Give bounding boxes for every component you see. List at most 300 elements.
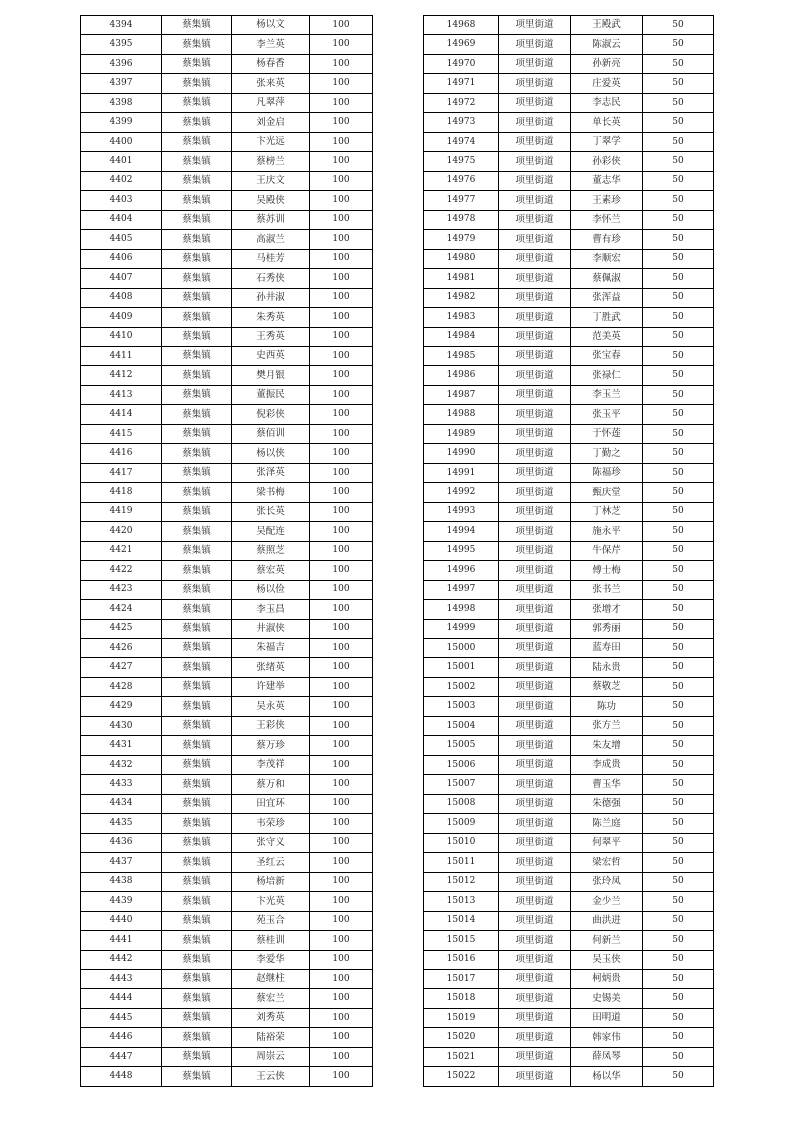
person-name-cell: 李志民: [571, 93, 643, 112]
row-id-cell: 4435: [81, 814, 162, 833]
town-cell: 项里街道: [499, 327, 571, 346]
person-name-cell: 孙彩侠: [571, 152, 643, 171]
town-cell: 蔡集镇: [162, 561, 232, 580]
person-name-cell: 陈淑云: [571, 35, 643, 54]
amount-cell: 100: [310, 385, 373, 404]
row-id-cell: 14970: [424, 54, 499, 73]
row-id-cell: 4432: [81, 755, 162, 774]
amount-cell: 50: [643, 405, 714, 424]
person-name-cell: 张玲凤: [571, 872, 643, 891]
person-name-cell: 史锡美: [571, 989, 643, 1008]
table-row: [81, 833, 373, 852]
table-row: [424, 658, 714, 677]
table-row: [81, 580, 373, 599]
person-name-cell: 圣红云: [232, 853, 310, 872]
table-row: [424, 969, 714, 988]
amount-cell: 50: [643, 755, 714, 774]
table-row: [81, 541, 373, 560]
table-row: [424, 483, 714, 502]
amount-cell: 100: [310, 483, 373, 502]
town-cell: 蔡集镇: [162, 541, 232, 560]
row-id-cell: 14992: [424, 483, 499, 502]
amount-cell: 50: [643, 1008, 714, 1027]
table-row: [81, 132, 373, 151]
town-cell: 项里街道: [499, 35, 571, 54]
town-cell: 蔡集镇: [162, 911, 232, 930]
town-cell: 项里街道: [499, 249, 571, 268]
row-id-cell: 15020: [424, 1028, 499, 1047]
amount-cell: 100: [310, 989, 373, 1008]
person-name-cell: 施永平: [571, 522, 643, 541]
town-cell: 蔡集镇: [162, 853, 232, 872]
town-cell: 项里街道: [499, 969, 571, 988]
row-id-cell: 4434: [81, 794, 162, 813]
table-row: [81, 969, 373, 988]
person-name-cell: 李顺宏: [571, 249, 643, 268]
table-row: [424, 191, 714, 210]
table-row: [81, 327, 373, 346]
town-cell: 项里街道: [499, 385, 571, 404]
town-cell: 项里街道: [499, 522, 571, 541]
table-row: [81, 269, 373, 288]
table-row: [424, 561, 714, 580]
amount-cell: 100: [310, 444, 373, 463]
town-cell: 蔡集镇: [162, 677, 232, 696]
town-cell: 项里街道: [499, 1067, 571, 1086]
table-row: [424, 736, 714, 755]
person-name-cell: 张守义: [232, 833, 310, 852]
person-name-cell: 吴配连: [232, 522, 310, 541]
table-row: [81, 74, 373, 93]
table-row: [81, 249, 373, 268]
person-name-cell: 张方兰: [571, 716, 643, 735]
row-id-cell: 4446: [81, 1028, 162, 1047]
amount-cell: 100: [310, 561, 373, 580]
row-id-cell: 4437: [81, 853, 162, 872]
row-id-cell: 4402: [81, 171, 162, 190]
row-id-cell: 15001: [424, 658, 499, 677]
amount-cell: 100: [310, 1028, 373, 1047]
town-cell: 项里街道: [499, 600, 571, 619]
amount-cell: 100: [310, 541, 373, 560]
amount-cell: 50: [643, 677, 714, 696]
table-row: [81, 113, 373, 132]
amount-cell: 100: [310, 814, 373, 833]
person-name-cell: 马桂芳: [232, 249, 310, 268]
amount-cell: 100: [310, 249, 373, 268]
person-name-cell: 杨以文: [232, 16, 310, 35]
amount-cell: 50: [643, 833, 714, 852]
table-row: [81, 989, 373, 1008]
row-id-cell: 14995: [424, 541, 499, 560]
row-id-cell: 14991: [424, 463, 499, 482]
amount-cell: 50: [643, 600, 714, 619]
row-id-cell: 15015: [424, 931, 499, 950]
town-cell: 蔡集镇: [162, 288, 232, 307]
town-cell: 蔡集镇: [162, 74, 232, 93]
row-id-cell: 4433: [81, 775, 162, 794]
table-row: [81, 444, 373, 463]
town-cell: 项里街道: [499, 736, 571, 755]
amount-cell: 50: [643, 853, 714, 872]
amount-cell: 100: [310, 600, 373, 619]
person-name-cell: 杨以俭: [232, 580, 310, 599]
town-cell: 蔡集镇: [162, 132, 232, 151]
town-cell: 项里街道: [499, 541, 571, 560]
person-name-cell: 石秀侠: [232, 269, 310, 288]
amount-cell: 100: [310, 171, 373, 190]
row-id-cell: 15018: [424, 989, 499, 1008]
person-name-cell: 孙井淑: [232, 288, 310, 307]
town-cell: 项里街道: [499, 716, 571, 735]
row-id-cell: 14981: [424, 269, 499, 288]
person-name-cell: 李玉昌: [232, 600, 310, 619]
amount-cell: 100: [310, 619, 373, 638]
table-row: [81, 892, 373, 911]
table-row: [424, 541, 714, 560]
town-cell: 蔡集镇: [162, 697, 232, 716]
amount-cell: 100: [310, 833, 373, 852]
person-name-cell: 梁宏哲: [571, 853, 643, 872]
town-cell: 项里街道: [499, 814, 571, 833]
amount-cell: 100: [310, 308, 373, 327]
person-name-cell: 张浑益: [571, 288, 643, 307]
amount-cell: 50: [643, 308, 714, 327]
town-cell: 蔡集镇: [162, 230, 232, 249]
town-cell: 项里街道: [499, 113, 571, 132]
town-cell: 项里街道: [499, 308, 571, 327]
table-row: [424, 249, 714, 268]
table-row: [81, 872, 373, 891]
town-cell: 项里街道: [499, 950, 571, 969]
table-row: [81, 561, 373, 580]
table-row: [424, 16, 714, 35]
amount-cell: 50: [643, 93, 714, 112]
person-name-cell: 吴玉侠: [571, 950, 643, 969]
row-id-cell: 14974: [424, 132, 499, 151]
town-cell: 项里街道: [499, 366, 571, 385]
row-id-cell: 4397: [81, 74, 162, 93]
amount-cell: 100: [310, 54, 373, 73]
person-name-cell: 王彩侠: [232, 716, 310, 735]
row-id-cell: 4394: [81, 16, 162, 35]
table-row: [81, 230, 373, 249]
table-row: [424, 1047, 714, 1066]
town-cell: 项里街道: [499, 444, 571, 463]
amount-cell: 100: [310, 911, 373, 930]
row-id-cell: 4403: [81, 191, 162, 210]
row-id-cell: 4396: [81, 54, 162, 73]
table-row: [424, 288, 714, 307]
amount-cell: 50: [643, 230, 714, 249]
amount-cell: 50: [643, 483, 714, 502]
amount-cell: 50: [643, 210, 714, 229]
table-row: [424, 794, 714, 813]
row-id-cell: 4436: [81, 833, 162, 852]
table-row: [81, 697, 373, 716]
table-row: [81, 716, 373, 735]
table-row: [424, 872, 714, 891]
left-roster-table: [80, 15, 373, 1087]
person-name-cell: 张长英: [232, 502, 310, 521]
table-row: [81, 814, 373, 833]
table-row: [424, 93, 714, 112]
person-name-cell: 张增才: [571, 600, 643, 619]
person-name-cell: 傅士梅: [571, 561, 643, 580]
person-name-cell: 薛凤琴: [571, 1047, 643, 1066]
person-name-cell: 李爱华: [232, 950, 310, 969]
amount-cell: 100: [310, 794, 373, 813]
town-cell: 蔡集镇: [162, 872, 232, 891]
table-row: [424, 833, 714, 852]
town-cell: 项里街道: [499, 54, 571, 73]
row-id-cell: 15013: [424, 892, 499, 911]
person-name-cell: 张书兰: [571, 580, 643, 599]
person-name-cell: 孙新亮: [571, 54, 643, 73]
table-row: [81, 1008, 373, 1027]
town-cell: 蔡集镇: [162, 269, 232, 288]
amount-cell: 50: [643, 911, 714, 930]
left-roster-body: [81, 16, 373, 1087]
person-name-cell: 杨春香: [232, 54, 310, 73]
amount-cell: 100: [310, 969, 373, 988]
table-row: [424, 814, 714, 833]
table-row: [424, 210, 714, 229]
town-cell: 项里街道: [499, 502, 571, 521]
row-id-cell: 4410: [81, 327, 162, 346]
person-name-cell: 田明道: [571, 1008, 643, 1027]
table-row: [81, 677, 373, 696]
row-id-cell: 15021: [424, 1047, 499, 1066]
town-cell: 蔡集镇: [162, 171, 232, 190]
row-id-cell: 4444: [81, 989, 162, 1008]
row-id-cell: 15019: [424, 1008, 499, 1027]
person-name-cell: 陆永贵: [571, 658, 643, 677]
table-row: [424, 853, 714, 872]
person-name-cell: 蔡榜兰: [232, 152, 310, 171]
amount-cell: 50: [643, 424, 714, 443]
amount-cell: 50: [643, 171, 714, 190]
town-cell: 项里街道: [499, 269, 571, 288]
amount-cell: 50: [643, 1028, 714, 1047]
person-name-cell: 蔡宏兰: [232, 989, 310, 1008]
table-row: [81, 502, 373, 521]
person-name-cell: 丁林芝: [571, 502, 643, 521]
amount-cell: 100: [310, 502, 373, 521]
table-row: [81, 775, 373, 794]
town-cell: 蔡集镇: [162, 580, 232, 599]
row-id-cell: 4401: [81, 152, 162, 171]
town-cell: 项里街道: [499, 872, 571, 891]
person-name-cell: 梁书梅: [232, 483, 310, 502]
table-row: [81, 385, 373, 404]
table-row: [81, 16, 373, 35]
row-id-cell: 4429: [81, 697, 162, 716]
amount-cell: 50: [643, 152, 714, 171]
row-id-cell: 14996: [424, 561, 499, 580]
person-name-cell: 李茂祥: [232, 755, 310, 774]
table-row: [424, 950, 714, 969]
person-name-cell: 朱福吉: [232, 639, 310, 658]
row-id-cell: 4443: [81, 969, 162, 988]
person-name-cell: 蓝寿田: [571, 639, 643, 658]
town-cell: 蔡集镇: [162, 716, 232, 735]
person-name-cell: 柯炳贵: [571, 969, 643, 988]
table-row: [424, 366, 714, 385]
row-id-cell: 14971: [424, 74, 499, 93]
row-id-cell: 4445: [81, 1008, 162, 1027]
amount-cell: 50: [643, 191, 714, 210]
row-id-cell: 14978: [424, 210, 499, 229]
person-name-cell: 牛保芹: [571, 541, 643, 560]
table-row: [424, 892, 714, 911]
town-cell: 蔡集镇: [162, 249, 232, 268]
row-id-cell: 4430: [81, 716, 162, 735]
person-name-cell: 张玉平: [571, 405, 643, 424]
town-cell: 项里街道: [499, 191, 571, 210]
table-row: [424, 639, 714, 658]
amount-cell: 50: [643, 950, 714, 969]
amount-cell: 100: [310, 1047, 373, 1066]
person-name-cell: 何新兰: [571, 931, 643, 950]
amount-cell: 100: [310, 522, 373, 541]
amount-cell: 100: [310, 736, 373, 755]
row-id-cell: 15022: [424, 1067, 499, 1086]
amount-cell: 100: [310, 755, 373, 774]
town-cell: 项里街道: [499, 210, 571, 229]
row-id-cell: 4425: [81, 619, 162, 638]
person-name-cell: 朱秀英: [232, 308, 310, 327]
person-name-cell: 蔡照芝: [232, 541, 310, 560]
row-id-cell: 15010: [424, 833, 499, 852]
amount-cell: 50: [643, 931, 714, 950]
table-row: [81, 853, 373, 872]
table-row: [81, 405, 373, 424]
person-name-cell: 曹有珍: [571, 230, 643, 249]
person-name-cell: 史西英: [232, 346, 310, 365]
row-id-cell: 14972: [424, 93, 499, 112]
amount-cell: 100: [310, 327, 373, 346]
amount-cell: 100: [310, 74, 373, 93]
town-cell: 蔡集镇: [162, 755, 232, 774]
amount-cell: 100: [310, 463, 373, 482]
amount-cell: 100: [310, 853, 373, 872]
amount-cell: 50: [643, 619, 714, 638]
amount-cell: 50: [643, 463, 714, 482]
person-name-cell: 丁翠学: [571, 132, 643, 151]
person-name-cell: 王素珍: [571, 191, 643, 210]
amount-cell: 50: [643, 658, 714, 677]
town-cell: 项里街道: [499, 775, 571, 794]
table-row: [424, 580, 714, 599]
amount-cell: 50: [643, 892, 714, 911]
town-cell: 项里街道: [499, 93, 571, 112]
row-id-cell: 15003: [424, 697, 499, 716]
person-name-cell: 董志华: [571, 171, 643, 190]
amount-cell: 100: [310, 230, 373, 249]
row-id-cell: 4439: [81, 892, 162, 911]
amount-cell: 50: [643, 989, 714, 1008]
row-id-cell: 4399: [81, 113, 162, 132]
amount-cell: 50: [643, 794, 714, 813]
town-cell: 项里街道: [499, 16, 571, 35]
table-row: [81, 911, 373, 930]
town-cell: 项里街道: [499, 1028, 571, 1047]
amount-cell: 50: [643, 736, 714, 755]
person-name-cell: 张宝春: [571, 346, 643, 365]
person-name-cell: 杨以侠: [232, 444, 310, 463]
table-row: [81, 1047, 373, 1066]
person-name-cell: 丁胜武: [571, 308, 643, 327]
table-row: [81, 794, 373, 813]
table-row: [424, 522, 714, 541]
amount-cell: 100: [310, 35, 373, 54]
amount-cell: 50: [643, 132, 714, 151]
person-name-cell: 许建举: [232, 677, 310, 696]
table-row: [81, 366, 373, 385]
person-name-cell: 陈福珍: [571, 463, 643, 482]
amount-cell: 50: [643, 35, 714, 54]
person-name-cell: 樊月银: [232, 366, 310, 385]
row-id-cell: 15006: [424, 755, 499, 774]
town-cell: 蔡集镇: [162, 444, 232, 463]
row-id-cell: 4412: [81, 366, 162, 385]
row-id-cell: 4421: [81, 541, 162, 560]
town-cell: 蔡集镇: [162, 1028, 232, 1047]
amount-cell: 50: [643, 74, 714, 93]
town-cell: 蔡集镇: [162, 950, 232, 969]
amount-cell: 100: [310, 405, 373, 424]
town-cell: 项里街道: [499, 677, 571, 696]
town-cell: 蔡集镇: [162, 327, 232, 346]
row-id-cell: 15009: [424, 814, 499, 833]
person-name-cell: 韦荣珍: [232, 814, 310, 833]
town-cell: 项里街道: [499, 794, 571, 813]
table-row: [81, 54, 373, 73]
person-name-cell: 甄庆堂: [571, 483, 643, 502]
person-name-cell: 蔡万和: [232, 775, 310, 794]
town-cell: 蔡集镇: [162, 93, 232, 112]
town-cell: 项里街道: [499, 424, 571, 443]
town-cell: 项里街道: [499, 755, 571, 774]
person-name-cell: 吴永英: [232, 697, 310, 716]
row-id-cell: 4420: [81, 522, 162, 541]
row-id-cell: 15012: [424, 872, 499, 891]
row-id-cell: 4419: [81, 502, 162, 521]
row-id-cell: 4417: [81, 463, 162, 482]
town-cell: 项里街道: [499, 639, 571, 658]
amount-cell: 100: [310, 152, 373, 171]
table-row: [424, 502, 714, 521]
table-row: [424, 424, 714, 443]
amount-cell: 50: [643, 444, 714, 463]
amount-cell: 100: [310, 93, 373, 112]
row-id-cell: 14997: [424, 580, 499, 599]
table-row: [81, 152, 373, 171]
town-cell: 蔡集镇: [162, 405, 232, 424]
table-row: [424, 911, 714, 930]
amount-cell: 50: [643, 697, 714, 716]
table-row: [424, 385, 714, 404]
town-cell: 蔡集镇: [162, 191, 232, 210]
table-row: [81, 950, 373, 969]
town-cell: 项里街道: [499, 288, 571, 307]
person-name-cell: 单长英: [571, 113, 643, 132]
town-cell: 项里街道: [499, 405, 571, 424]
person-name-cell: 王庆文: [232, 171, 310, 190]
town-cell: 蔡集镇: [162, 522, 232, 541]
table-row: [424, 152, 714, 171]
